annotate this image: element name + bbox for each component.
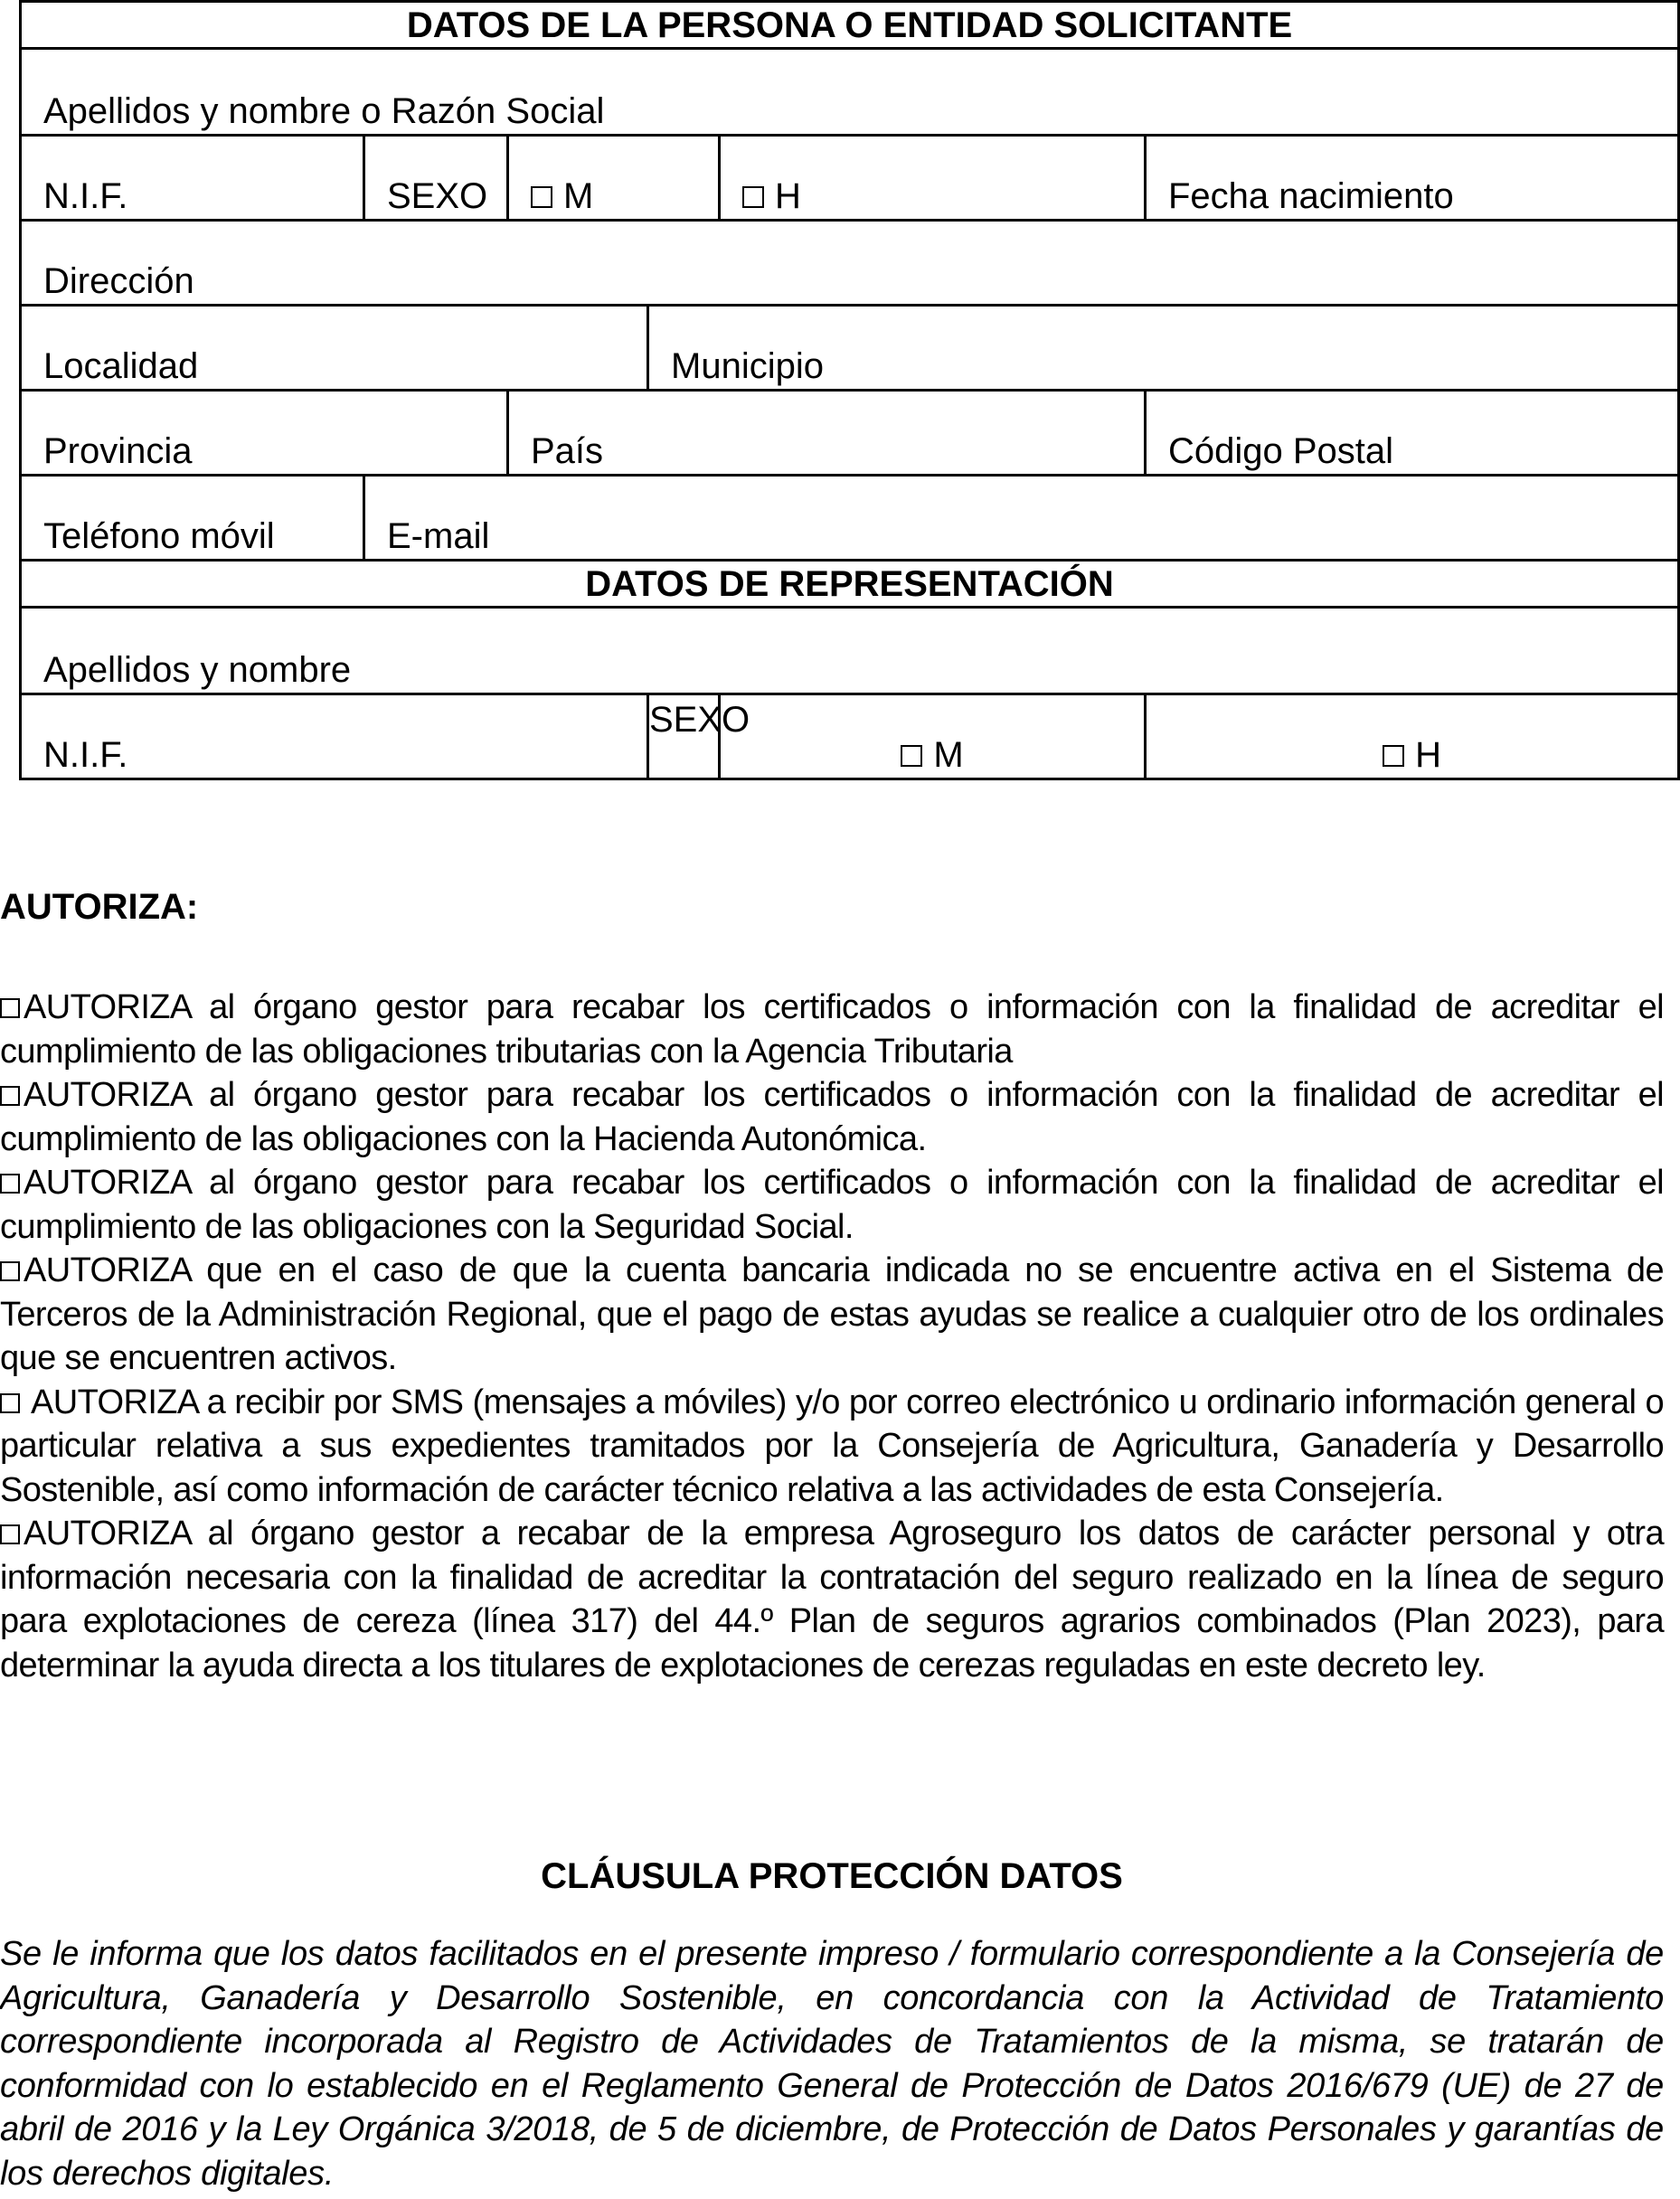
- rep-sexo-label: SEXO: [649, 700, 750, 740]
- autoriza-item-seguridad-social: [0, 1161, 1664, 1249]
- sexo-m-option[interactable]: [508, 136, 720, 221]
- codigo-postal-label: Código Postal: [1168, 431, 1394, 471]
- sexo-h-label: H: [775, 176, 801, 216]
- fecha-nacimiento-field[interactable]: [1146, 136, 1679, 221]
- sexo-label: SEXO: [387, 176, 488, 216]
- autoriza-checkbox-6[interactable]: [0, 1524, 20, 1544]
- autoriza-item-sms-correo: [0, 1381, 1664, 1513]
- fecha-nacimiento-label: Fecha nacimiento: [1168, 176, 1454, 216]
- sexo-h-checkbox[interactable]: [742, 186, 764, 208]
- email-label: E-mail: [387, 516, 490, 556]
- autoriza-checkbox-5[interactable]: [0, 1393, 20, 1413]
- rep-sexo-m-label: M: [933, 735, 964, 775]
- sexo-h-option[interactable]: [720, 136, 1146, 221]
- rep-sexo-h-label: H: [1415, 735, 1441, 775]
- autoriza-checkbox-2[interactable]: [0, 1086, 20, 1106]
- sexo-m-label: M: [563, 176, 594, 216]
- autoriza-item-hacienda-autonomica: [0, 1073, 1664, 1161]
- autoriza-list: [0, 986, 1664, 1687]
- telefono-label: Teléfono móvil: [43, 516, 275, 556]
- codigo-postal-field[interactable]: [1146, 391, 1679, 476]
- rep-apellidos-field[interactable]: [21, 608, 1679, 694]
- sexo-cell: [364, 136, 508, 221]
- rep-sexo-h-option[interactable]: [1146, 694, 1679, 779]
- apellidos-razon-social-label: Apellidos y nombre o Razón Social: [43, 91, 605, 131]
- autoriza-item-cuenta-bancaria: [0, 1249, 1664, 1381]
- representacion-header: DATOS DE REPRESENTACIÓN: [21, 561, 1679, 608]
- pais-label: País: [531, 431, 604, 471]
- autoriza-text-5: AUTORIZA a recibir por SMS (mensajes a móviles) y/o por correo electrónico u ordinario información general o particular relativa a sus expedientes tramitados por la Consejería de Agricultura, Ganadería y Desarrollo Sostenible, así como información de carácter técnico relativa a las actividades de esta Consejería.: [0, 1383, 1664, 1509]
- solicitante-header: DATOS DE LA PERSONA O ENTIDAD SOLICITANTE: [21, 2, 1679, 49]
- sexo-m-checkbox[interactable]: [531, 186, 552, 208]
- autoriza-checkbox-4[interactable]: [0, 1261, 20, 1281]
- autoriza-text-3: AUTORIZA al órgano gestor para recabar los certificados o información con la finalidad de acreditar el cumplimiento de las obligaciones con la Seguridad Social.: [0, 1164, 1664, 1246]
- rep-nif-field[interactable]: [21, 694, 648, 779]
- provincia-label: Provincia: [43, 431, 193, 471]
- autoriza-text-6: AUTORIZA al órgano gestor a recabar de la empresa Agroseguro los datos de carácter personal y otra información necesaria con la finalidad de acreditar la contratación del seguro realizado en la línea de seguro para explotaciones de cereza (línea 317) del 44.º Plan de seguros agrarios combinados (Plan 2023), para determinar la ayuda directa a los titulares de explotaciones de cerezas reguladas en este decreto ley.: [0, 1515, 1664, 1685]
- autoriza-checkbox-3[interactable]: [0, 1174, 20, 1194]
- rep-nif-label: N.I.F.: [43, 735, 128, 775]
- localidad-field[interactable]: [21, 306, 648, 391]
- rep-sexo-cell: [648, 694, 750, 779]
- autoriza-checkbox-1[interactable]: [0, 998, 20, 1018]
- municipio-label: Municipio: [671, 346, 824, 386]
- localidad-label: Localidad: [43, 346, 199, 386]
- telefono-field[interactable]: [21, 476, 364, 561]
- rep-sexo-m-option[interactable]: [720, 694, 1146, 779]
- autoriza-text-2: AUTORIZA al órgano gestor para recabar los certificados o información con la finalidad de acreditar el cumplimiento de las obligaciones con la Hacienda Autonómica.: [0, 1076, 1664, 1158]
- nif-label: N.I.F.: [43, 176, 128, 216]
- pais-field[interactable]: [508, 391, 1146, 476]
- nif-field[interactable]: [21, 136, 364, 221]
- apellidos-razon-social-field[interactable]: [21, 49, 1679, 136]
- clausula-text: Se le informa que los datos facilitados en el presente impreso / formulario correspondiente a la Consejería de Agricultura, Ganadería y Desarrollo Sostenible, en concordancia con la Actividad de Tratamiento correspondiente incorporada al Registro de Actividades de Tratamientos de la misma, se tratarán de conformidad con lo establecido en el Reglamento General de Protección de Datos 2016/679 (UE) de 27 de abril de 2016 y la Ley Orgánica 3/2018, de 5 de diciembre, de Protección de Datos Personales y garantías de los derechos digitales.: [0, 1935, 1664, 2193]
- solicitante-form-table: [19, 0, 1680, 780]
- email-field[interactable]: [364, 476, 1679, 561]
- rep-sexo-h-checkbox[interactable]: [1383, 745, 1404, 767]
- autoriza-text-4: AUTORIZA que en el caso de que la cuenta bancaria indicada no se encuentre activa en el Sistema de Terceros de la Administración Regional, que el pago de estas ayudas se realice a cualquier otro de los ordinales que se encuentren activos.: [0, 1251, 1664, 1377]
- autoriza-item-agroseguro: [0, 1512, 1664, 1687]
- direccion-label: Dirección: [43, 261, 194, 301]
- provincia-field[interactable]: [21, 391, 508, 476]
- autoriza-text-1: AUTORIZA al órgano gestor para recabar los certificados o información con la finalidad de acreditar el cumplimiento de las obligaciones tributarias con la Agencia Tributaria: [0, 988, 1664, 1071]
- rep-apellidos-label: Apellidos y nombre: [43, 650, 352, 690]
- autoriza-title: AUTORIZA:: [0, 887, 199, 927]
- clausula-title: CLÁUSULA PROTECCIÓN DATOS: [541, 1856, 1123, 1896]
- autoriza-item-agencia-tributaria: [0, 986, 1664, 1073]
- direccion-field[interactable]: [21, 221, 1679, 306]
- municipio-field[interactable]: [648, 306, 1679, 391]
- rep-sexo-m-checkbox[interactable]: [901, 745, 922, 767]
